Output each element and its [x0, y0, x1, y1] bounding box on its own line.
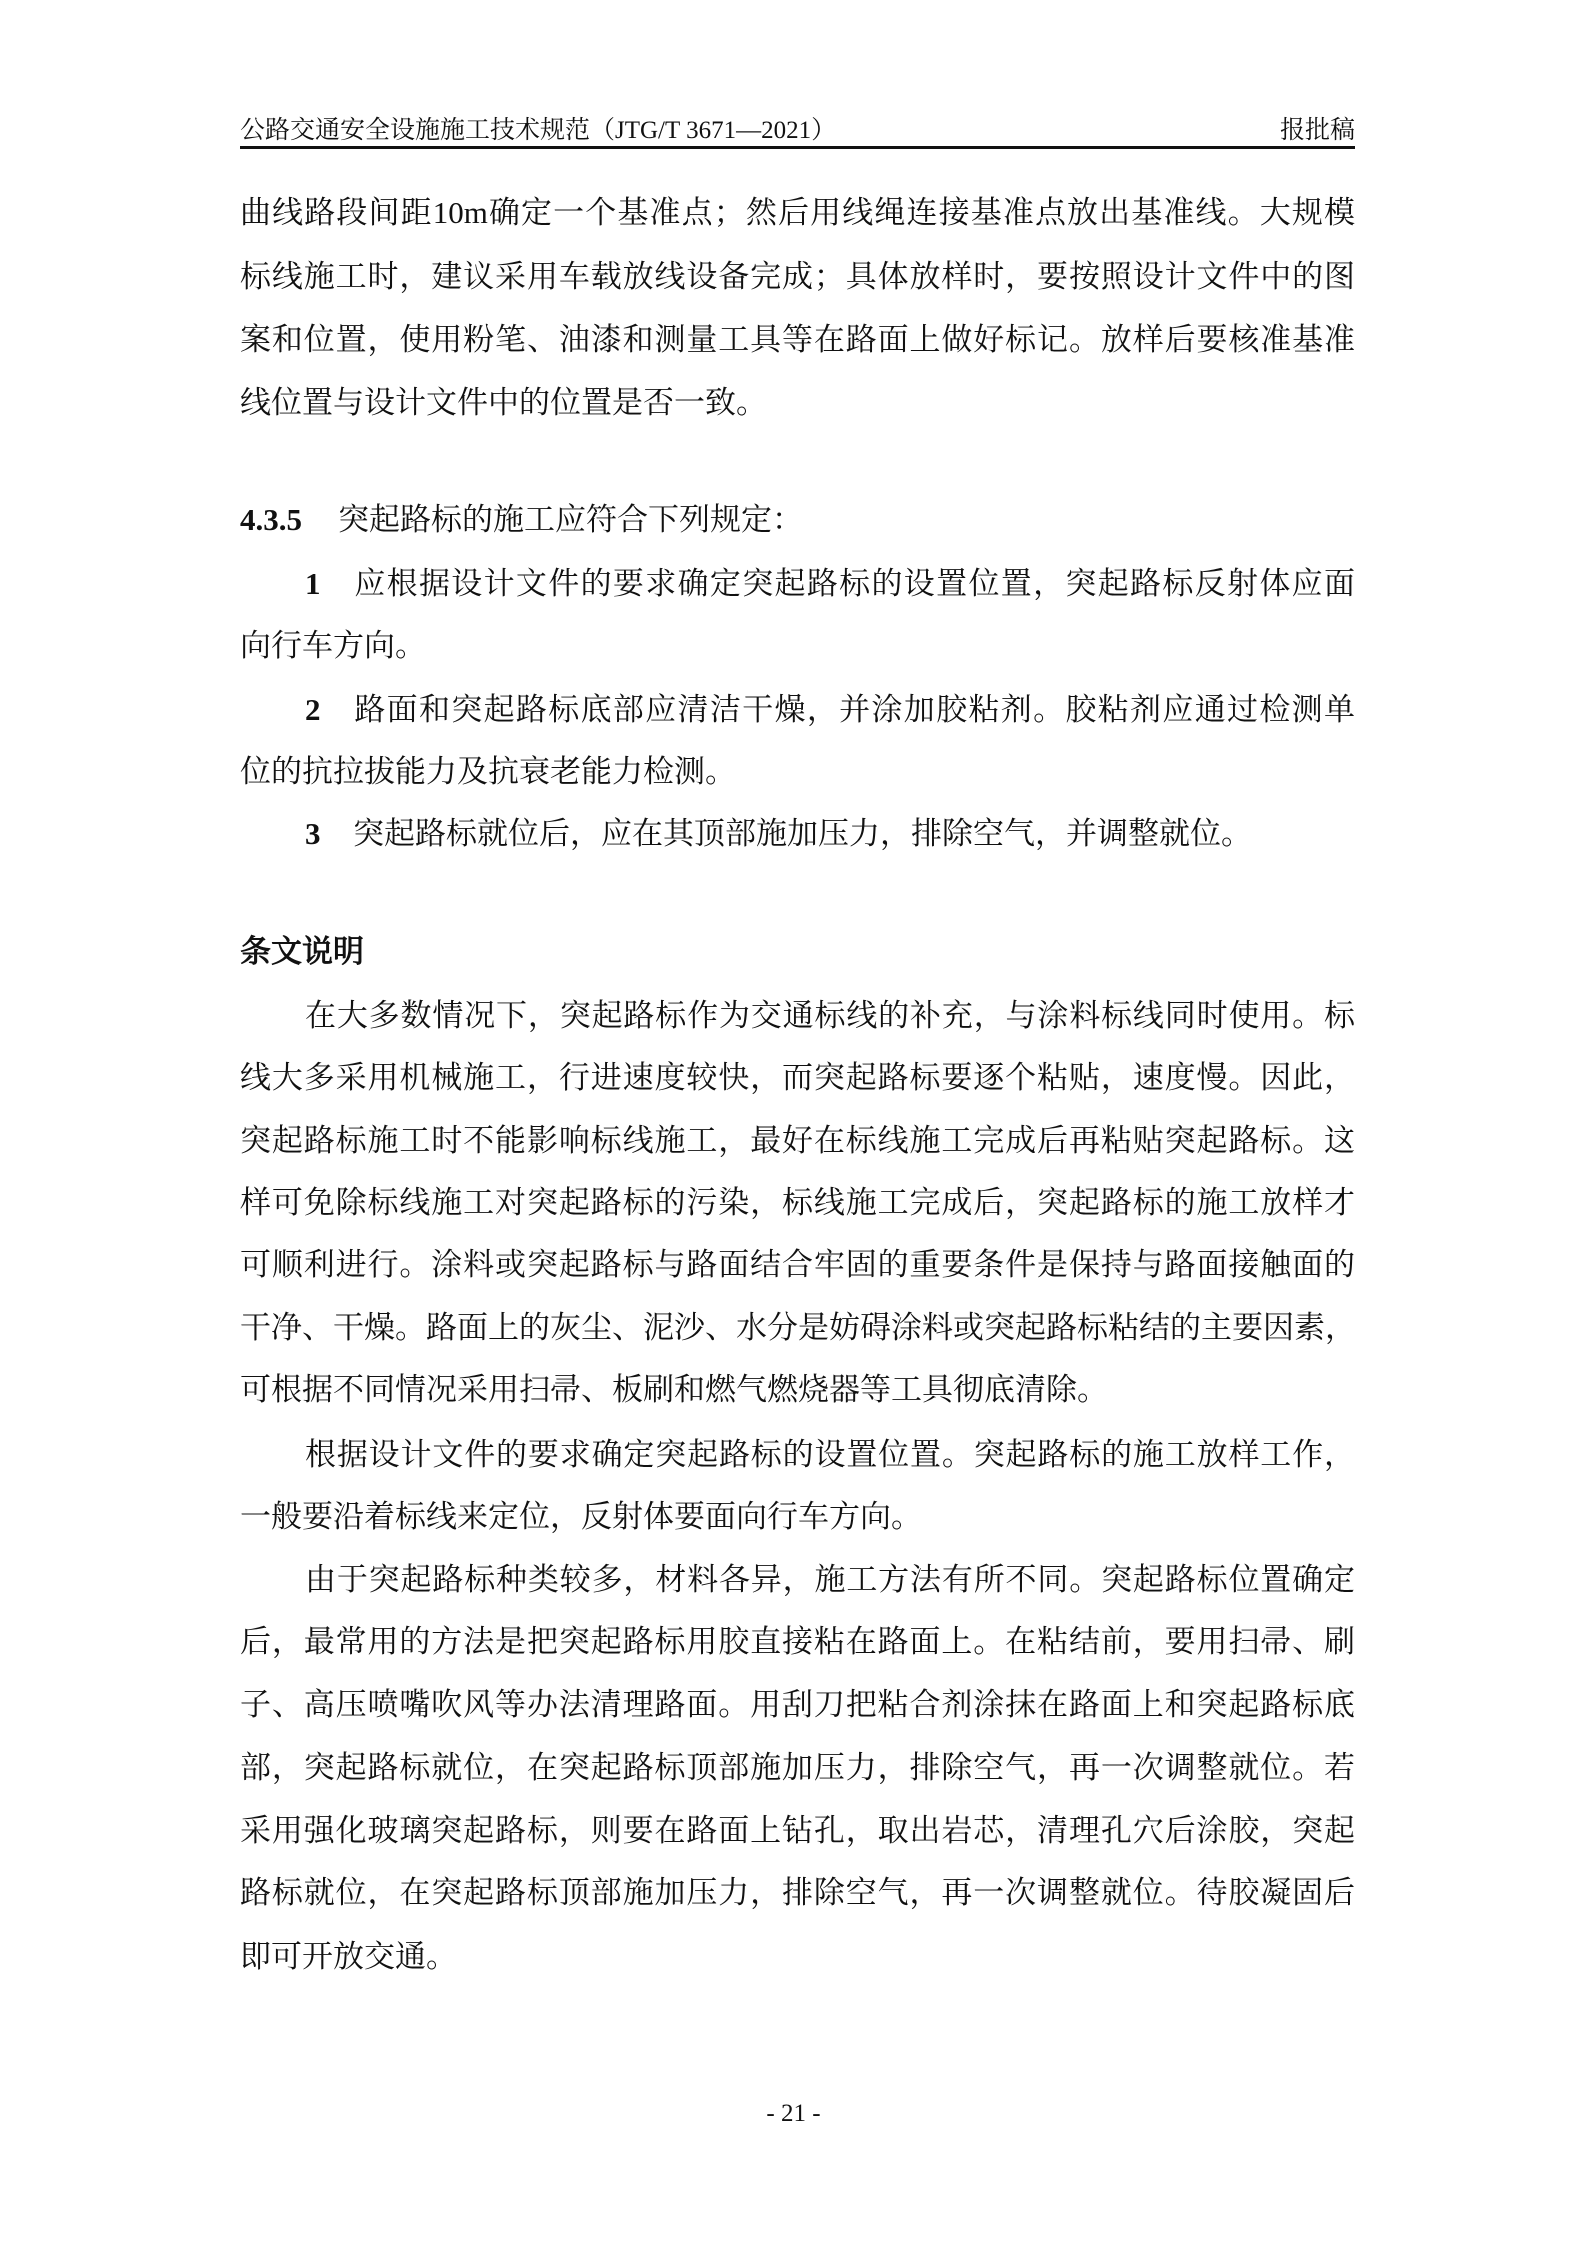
text-line: 根据设计文件的要求确定突起路标的设置位置。突起路标的施工放样工作， [305, 1437, 1355, 1472]
text-line: 后，最常用的方法是把突起路标用胶直接粘在路面上。在粘结前，要用扫帚、刷 [240, 1624, 1355, 1659]
text-line: 标线施工时，建议采用车载放线设备完成；具体放样时，要按照设计文件中的图 [240, 259, 1355, 294]
item-2 [305, 690, 1355, 730]
text-line: 干净、干燥。路面上的灰尘、泥沙、水分是妨碍涂料或突起路标粘结的主要因素， [240, 1310, 1356, 1345]
header-status: 报批稿 [1279, 117, 1355, 144]
text-line: 可顺利进行。涂料或突起路标与路面结合牢固的重要条件是保持与路面接触面的 [240, 1247, 1355, 1282]
text-line: 曲线路段间距10m确定一个基准点；然后用线绳连接基准点放出基准线。大规模 [240, 195, 1355, 230]
text-line: 部，突起路标就位，在突起路标顶部施加压力，排除空气，再一次调整就位。若 [240, 1750, 1355, 1785]
item-text: 突起路标就位后，应在其顶部施加压力，排除空气，并调整就位。 [353, 816, 1252, 851]
header-title: 公路交通安全设施施工技术规范（JTG/T 3671—2021） [240, 117, 837, 144]
item-1 [305, 564, 1355, 604]
text-line: 线大多采用机械施工，行进速度较快，而突起路标要逐个粘贴，速度慢。因此， [240, 1060, 1355, 1095]
text-line: 案和位置，使用粉笔、油漆和测量工具等在路面上做好标记。放样后要核准基准 [240, 322, 1355, 357]
text-line: 子、高压喷嘴吹风等办法清理路面。用刮刀把粘合剂涂抹在路面上和突起路标底 [240, 1687, 1355, 1722]
text-line: 线位置与设计文件中的位置是否一致。 [240, 385, 767, 420]
item-text: 应根据设计文件的要求确定突起路标的设置位置，突起路标反射体应面 [353, 566, 1355, 601]
item-number: 2 [305, 692, 321, 727]
text-line: 由于突起路标种类较多，材料各异，施工方法有所不同。突起路标位置确定 [305, 1562, 1355, 1597]
header-rule [240, 146, 1355, 149]
text-line: 突起路标施工时不能影响标线施工，最好在标线施工完成后再粘贴突起路标。这 [240, 1123, 1355, 1158]
section-heading [240, 500, 1355, 540]
text-line: 一般要沿着标线来定位，反射体要面向行车方向。 [240, 1499, 922, 1534]
item-number: 3 [305, 816, 321, 851]
text-line: 可根据不同情况采用扫帚、板刷和燃气燃烧器等工具彻底清除。 [240, 1372, 1108, 1407]
text-line: 位的抗拉拔能力及抗衰老能力检测。 [240, 754, 736, 789]
page-number: - 21 - [766, 2100, 821, 2127]
text-line: 样可免除标线施工对突起路标的污染，标线施工完成后，突起路标的施工放样才 [240, 1185, 1355, 1220]
text-line: 向行车方向。 [240, 628, 426, 663]
text-line: 路标就位，在突起路标顶部施加压力，排除空气，再一次调整就位。待胶凝固后 [240, 1875, 1355, 1910]
text-line: 在大多数情况下，突起路标作为交通标线的补充，与涂料标线同时使用。标 [305, 998, 1355, 1033]
item-text: 路面和突起路标底部应清洁干燥，并涂加胶粘剂。胶粘剂应通过检测单 [353, 692, 1355, 727]
item-number: 1 [305, 566, 321, 601]
section-title: 突起路标的施工应符合下列规定： [338, 502, 803, 537]
text-line: 采用强化玻璃突起路标，则要在路面上钻孔，取出岩芯，清理孔穴后涂胶，突起 [240, 1813, 1355, 1848]
item-3 [305, 814, 1355, 854]
explanation-heading: 条文说明 [240, 934, 364, 969]
text-line: 即可开放交通。 [240, 1939, 457, 1974]
section-number: 4.3.5 [240, 502, 302, 537]
